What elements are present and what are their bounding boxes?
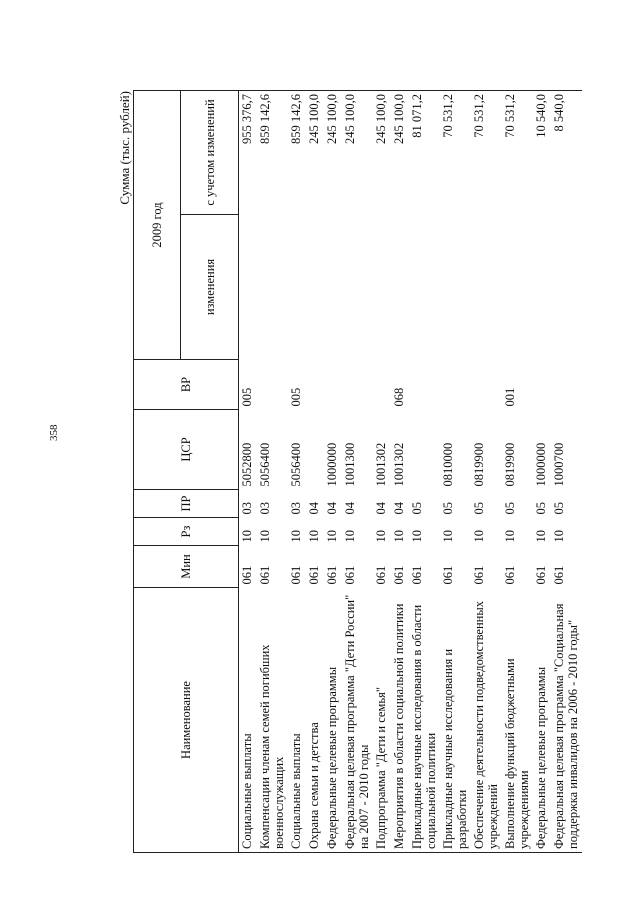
row-csr: 1000000 <box>325 442 339 487</box>
row-changes <box>306 215 324 360</box>
row-csr <box>306 410 324 490</box>
row-name: Социальные выплаты <box>288 588 306 853</box>
row-total: 245 100,0 <box>391 90 409 214</box>
table-row <box>288 90 306 852</box>
row-rz: 10 <box>374 530 388 543</box>
row-pr: 05 <box>503 502 517 515</box>
row-changes <box>257 215 288 360</box>
row-csr: 0819900 <box>503 442 517 487</box>
row-name: Социальные выплаты <box>239 588 258 853</box>
row-name: Федеральная целевая программа "Социальная поддержка инвалидов на 2006 - 2010 годы" <box>551 588 582 853</box>
row-min: 061 <box>289 565 303 585</box>
header-year: 2009 год <box>134 90 181 359</box>
row-total: 955 376,7 <box>239 90 258 214</box>
table-row <box>324 90 342 852</box>
row-csr: 1000000 <box>534 442 548 487</box>
table-row <box>306 90 324 852</box>
row-min: 061 <box>325 565 339 585</box>
row-min: 061 <box>410 565 424 585</box>
row-vr: 068 <box>392 387 406 407</box>
row-name: Подпрограмма "Дети и семья" <box>373 588 391 853</box>
row-changes <box>533 215 551 360</box>
page-number: 358 <box>48 424 60 441</box>
row-pr: 05 <box>472 502 486 515</box>
row-vr <box>440 360 471 410</box>
row-pr: 03 <box>240 502 254 515</box>
row-rz: 10 <box>392 530 406 543</box>
row-min: 061 <box>374 565 388 585</box>
table-row <box>257 90 288 852</box>
table-row <box>239 90 258 852</box>
row-csr: 1001300 <box>343 442 357 487</box>
header-vr: ВР <box>134 360 239 410</box>
row-total: 70 531,2 <box>471 90 502 214</box>
row-min: 061 <box>472 565 486 585</box>
row-total: 245 100,0 <box>324 90 342 214</box>
row-vr <box>324 360 342 410</box>
row-pr: 05 <box>534 502 548 515</box>
header-pr: ПР <box>134 490 239 518</box>
row-rz: 10 <box>240 530 254 543</box>
row-total: 70 531,2 <box>440 90 471 214</box>
row-total: 70 531,2 <box>502 90 533 214</box>
row-rz: 10 <box>503 530 517 543</box>
row-rz: 10 <box>410 530 424 543</box>
row-name: Мероприятия в области социальной политики <box>391 588 409 853</box>
row-rz: 10 <box>289 530 303 543</box>
table-row <box>391 90 409 852</box>
row-min: 061 <box>441 565 455 585</box>
row-csr: 5056400 <box>289 442 303 487</box>
row-changes <box>551 215 582 360</box>
table-row <box>409 90 440 852</box>
row-pr: 05 <box>552 502 566 515</box>
row-min: 061 <box>534 565 548 585</box>
row-vr <box>533 360 551 410</box>
row-rz: 10 <box>441 530 455 543</box>
row-pr: 04 <box>374 502 388 515</box>
row-rz: 10 <box>258 530 272 543</box>
row-changes <box>324 215 342 360</box>
header-name: Наименование <box>134 588 239 853</box>
table-row <box>373 90 391 852</box>
row-vr: 005 <box>289 387 303 407</box>
row-min: 061 <box>392 565 406 585</box>
row-total: 245 100,0 <box>342 90 373 214</box>
row-vr <box>306 360 324 410</box>
row-name: Обеспечение деятельности подведомственных учреждений <box>471 588 502 853</box>
row-name: Прикладные научные исследования и разработки <box>440 588 471 853</box>
table-row <box>533 90 551 852</box>
row-vr <box>342 360 373 410</box>
row-pr: 04 <box>343 502 357 515</box>
table-row <box>551 90 582 852</box>
row-changes <box>239 215 258 360</box>
row-total: 245 100,0 <box>306 90 324 214</box>
row-vr <box>373 360 391 410</box>
row-total: 8 540,0 <box>551 90 582 214</box>
row-rz: 10 <box>307 530 321 543</box>
row-vr <box>551 360 582 410</box>
header-csr: ЦСР <box>134 410 239 490</box>
row-csr: 0819900 <box>472 442 486 487</box>
row-rz: 10 <box>343 530 357 543</box>
rotated-budget-table-page <box>117 91 627 853</box>
row-csr: 5056400 <box>258 442 272 487</box>
header-rz: Рз <box>134 518 239 546</box>
row-csr: 1000700 <box>552 442 566 487</box>
table-row <box>342 90 373 852</box>
row-vr <box>257 360 288 410</box>
row-name: Федеральные целевые программы <box>533 588 551 853</box>
row-name: Охрана семьи и детства <box>306 588 324 853</box>
row-min: 061 <box>240 565 254 585</box>
row-total: 10 540,0 <box>533 90 551 214</box>
row-vr: 005 <box>240 387 254 407</box>
row-total: 859 142,6 <box>257 90 288 214</box>
row-min: 061 <box>307 565 321 585</box>
row-total: 859 142,6 <box>288 90 306 214</box>
row-changes <box>502 215 533 360</box>
row-total: 81 071,2 <box>409 90 440 214</box>
row-pr: 03 <box>289 502 303 515</box>
row-pr: 04 <box>307 502 321 515</box>
header-changes: изменения <box>181 215 239 360</box>
row-changes <box>440 215 471 360</box>
budget-table <box>133 90 582 853</box>
row-pr: 03 <box>258 502 272 515</box>
row-pr: 05 <box>410 502 424 515</box>
row-changes <box>288 215 306 360</box>
row-csr <box>409 410 440 490</box>
row-csr: 5052800 <box>240 442 254 487</box>
row-changes <box>342 215 373 360</box>
row-vr <box>409 360 440 410</box>
row-name: Федеральные целевые программы <box>324 588 342 853</box>
row-rz: 10 <box>325 530 339 543</box>
row-vr <box>471 360 502 410</box>
table-row <box>471 90 502 852</box>
row-min: 061 <box>343 565 357 585</box>
row-min: 061 <box>503 565 517 585</box>
row-rz: 10 <box>472 530 486 543</box>
row-csr: 1001302 <box>392 442 406 487</box>
row-name: Федеральная целевая программа "Дети России" на 2007 - 2010 годы <box>342 588 373 853</box>
units-caption: Сумма (тыс. рублей) <box>117 91 132 205</box>
row-total: 245 100,0 <box>373 90 391 214</box>
header-with-changes: с учетом изменений <box>181 90 239 214</box>
row-min: 061 <box>258 565 272 585</box>
row-name: Выполнение функций бюджетными учреждениями <box>502 588 533 853</box>
row-pr: 04 <box>392 502 406 515</box>
row-changes <box>373 215 391 360</box>
row-min: 061 <box>552 565 566 585</box>
row-name: Компенсации членам семей погибших военнослужащих <box>257 588 288 853</box>
row-name: Прикладные научные исследования в области социальной политики <box>409 588 440 853</box>
row-csr: 0810000 <box>441 442 455 487</box>
table-row <box>502 90 533 852</box>
row-pr: 04 <box>325 502 339 515</box>
row-rz: 10 <box>534 530 548 543</box>
row-csr: 1001302 <box>374 442 388 487</box>
row-changes <box>409 215 440 360</box>
row-changes <box>471 215 502 360</box>
row-pr: 05 <box>441 502 455 515</box>
table-row <box>440 90 471 852</box>
row-rz: 10 <box>552 530 566 543</box>
header-min: Мин <box>134 546 239 588</box>
row-changes <box>391 215 409 360</box>
row-vr: 001 <box>503 387 517 407</box>
